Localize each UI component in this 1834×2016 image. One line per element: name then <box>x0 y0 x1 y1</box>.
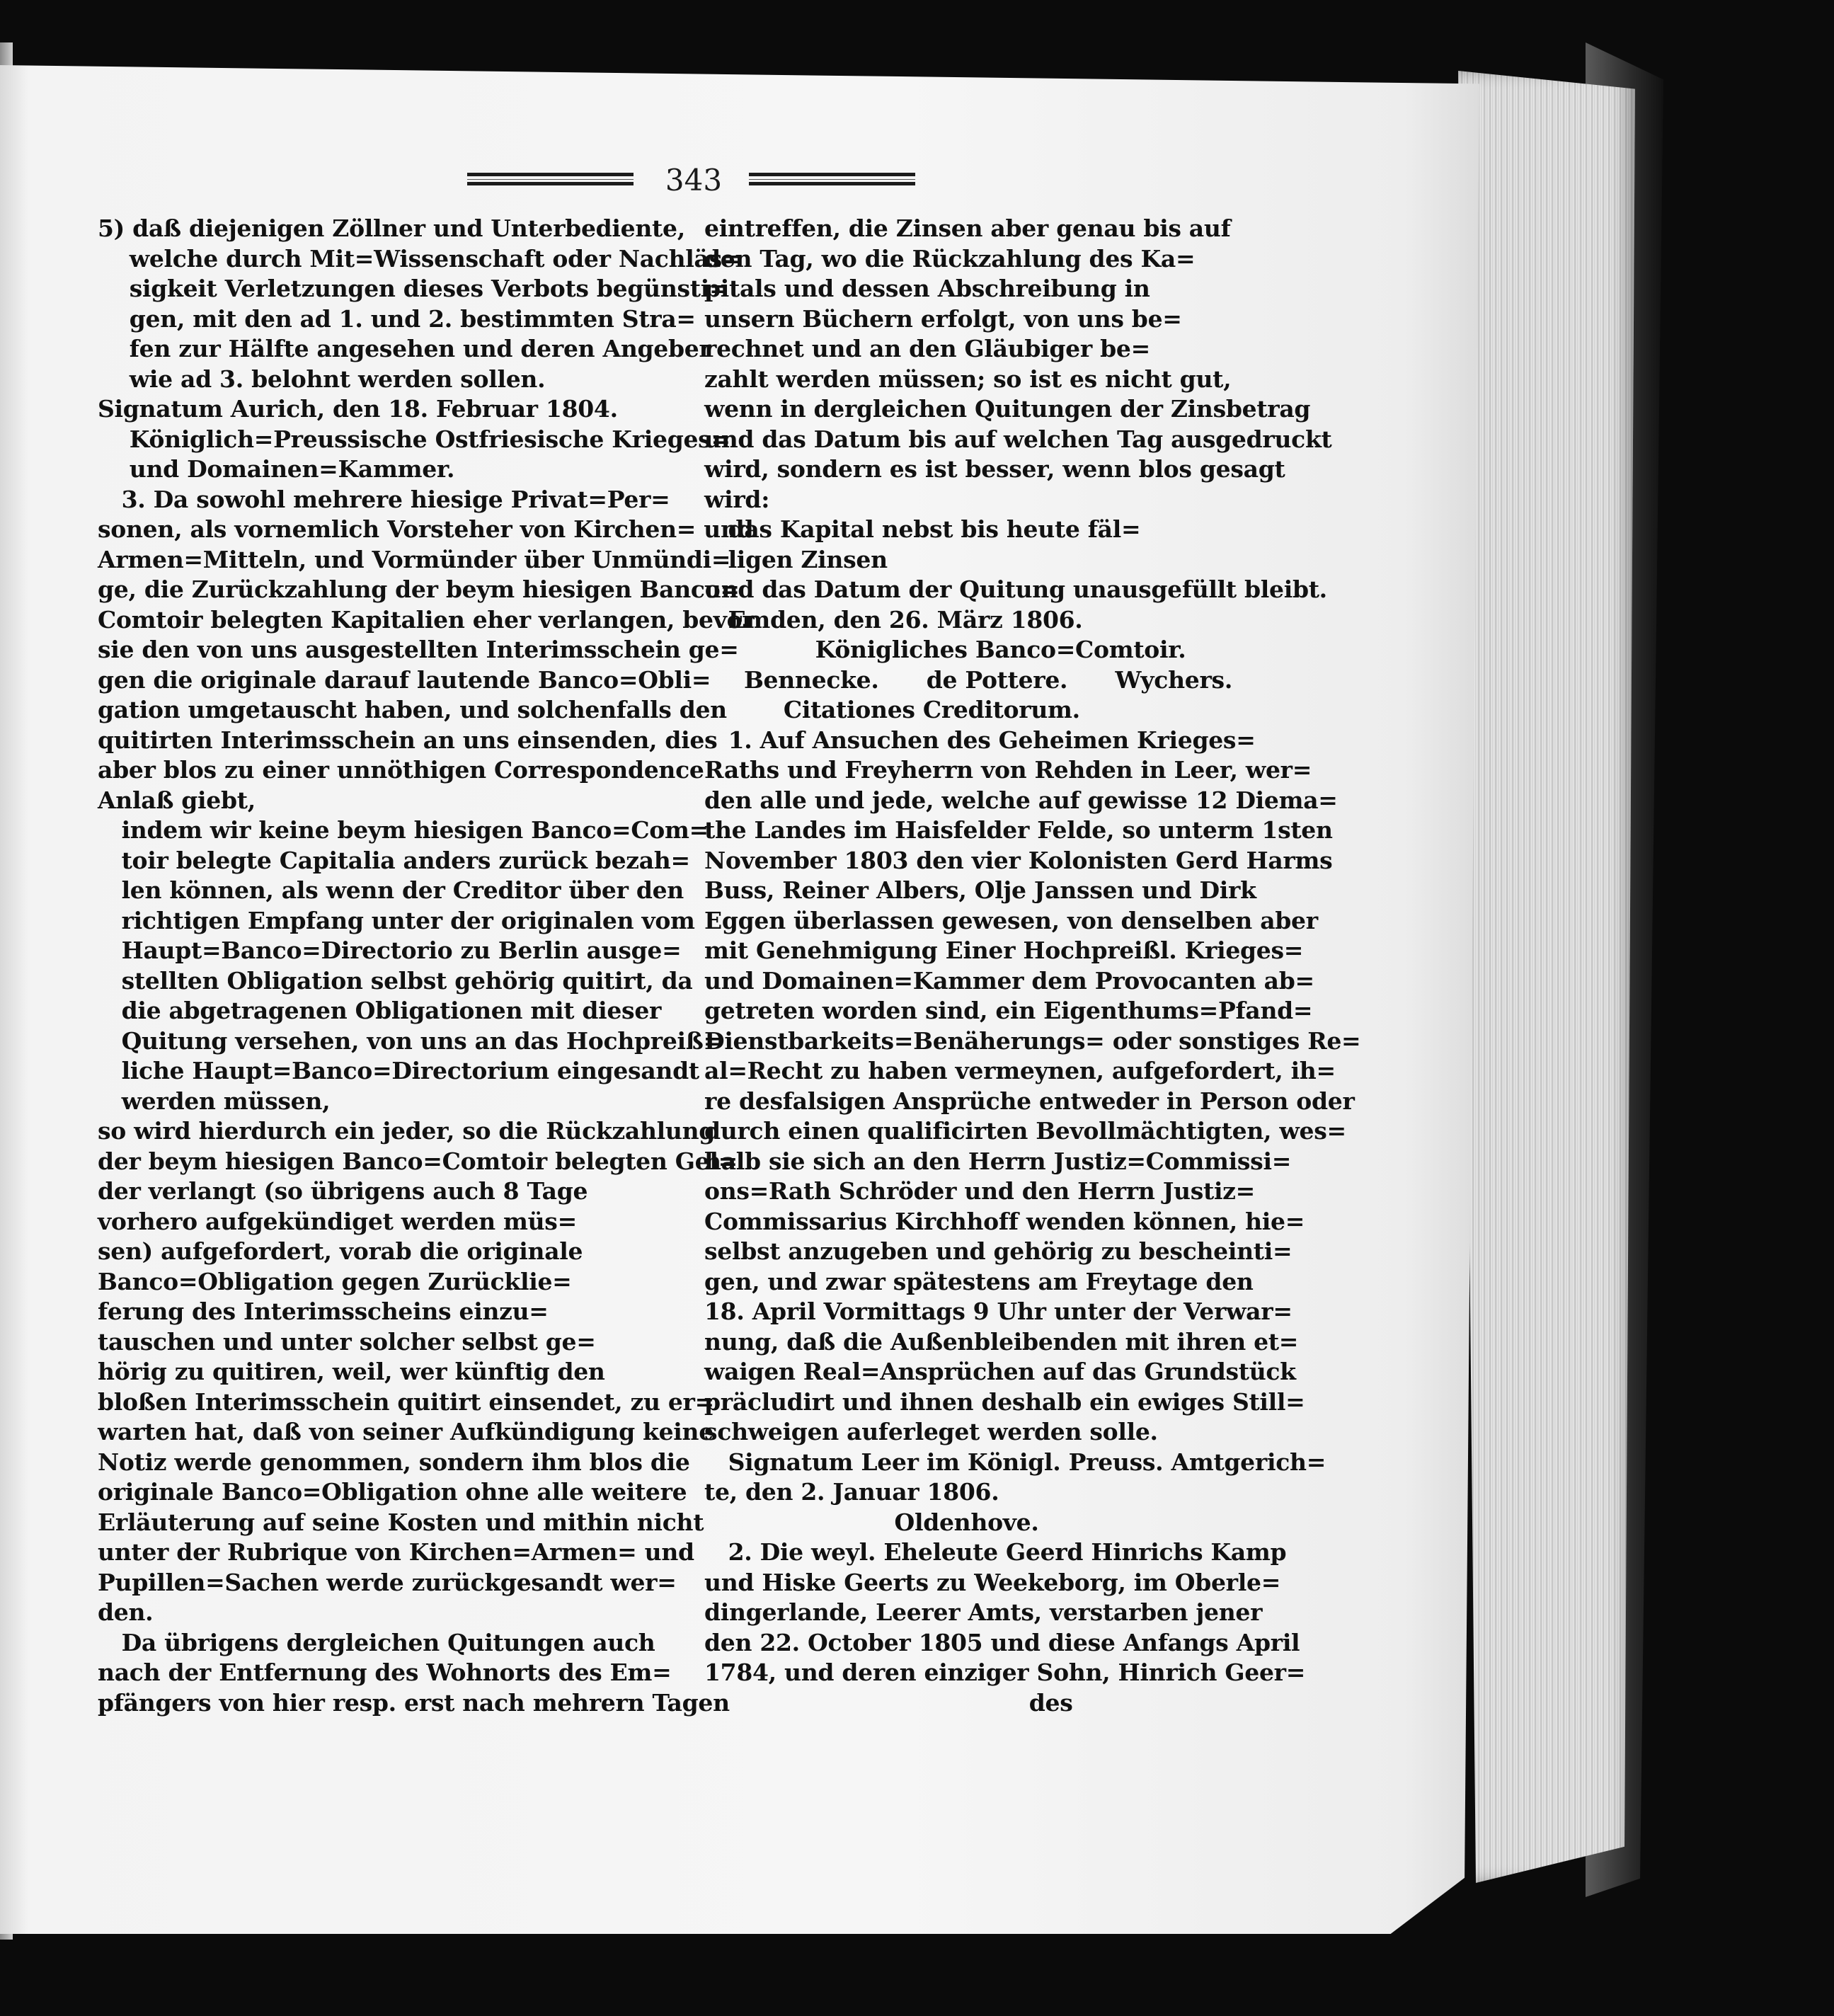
text-line: Dienstbarkeits=Benäherungs= oder sonstiges Re= <box>704 1026 1361 1055</box>
text-line: Comtoir belegten Kapitalien eher verlangen, bevor <box>98 605 755 634</box>
text-line: Armen=Mitteln, und Vormünder über Unmündi= <box>98 545 731 573</box>
left-text-column <box>98 214 755 1718</box>
header-rule-left <box>467 173 634 185</box>
text-line: eintreffen, die Zinsen aber genau bis auf <box>704 214 1231 242</box>
text-line: der verlangt (so übrigens auch 8 Tage <box>98 1177 588 1205</box>
text-line: Königliches Banco=Comtoir. <box>704 636 1186 663</box>
text-line: vorhero aufgekündiget werden müs= <box>98 1207 577 1235</box>
text-line: sonen, als vornemlich Vorsteher von Kirchen= und <box>98 515 754 543</box>
text-line: 1784, und deren einziger Sohn, Hinrich Geer= <box>704 1659 1306 1686</box>
text-line: pfängers von hier resp. erst nach mehrern Tagen <box>98 1688 730 1717</box>
text-line: al=Recht zu haben vermeynen, aufgefordert, ih= <box>704 1057 1336 1084</box>
text-line: Buss, Reiner Albers, Olje Janssen und Dirk <box>704 876 1256 904</box>
text-line: pitals und dessen Abschreibung in <box>704 275 1150 302</box>
text-line: und das Datum bis auf welchen Tag ausgedruckt <box>704 425 1332 453</box>
text-line: Königlich=Preussische Ostfriesische Krieges= <box>98 425 730 453</box>
text-line: stellten Obligation selbst gehörig quitirt, da <box>98 966 693 995</box>
text-line: sigkeit Verletzungen dieses Verbots begünsti= <box>98 275 729 302</box>
text-line: wird, sondern es ist besser, wenn blos gesagt <box>704 455 1285 483</box>
text-line: fen zur Hälfte angesehen und deren Angeber <box>98 335 711 362</box>
text-line: und Domainen=Kammer. <box>98 455 455 483</box>
text-line: wie ad 3. belohnt werden sollen. <box>98 365 546 393</box>
text-line: zahlt werden müssen; so ist es nicht gut, <box>704 365 1232 393</box>
text-line: den Tag, wo die Rückzahlung des Ka= <box>704 244 1196 273</box>
text-line: nung, daß die Außenbleibenden mit ihren et= <box>704 1327 1299 1356</box>
text-line: Emden, den 26. März 1806. <box>704 605 1083 634</box>
text-line: durch einen qualificirten Bevollmächtigten, wes= <box>704 1117 1346 1145</box>
text-line: ferung des Interimsscheins einzu= <box>98 1298 549 1325</box>
page-header <box>467 163 920 205</box>
text-line: Anlaß giebt, <box>98 786 256 814</box>
text-line: den. <box>98 1598 154 1626</box>
text-line: 3. Da sowohl mehrere hiesige Privat=Per= <box>98 485 670 513</box>
text-line: Oldenhove. <box>704 1508 1039 1536</box>
text-line: indem wir keine beym hiesigen Banco=Com= <box>98 816 709 844</box>
text-line: originale Banco=Obligation ohne alle weitere <box>98 1478 687 1506</box>
text-line: quitirten Interimsschein an uns einsenden, dies <box>98 726 718 754</box>
text-line: Commissarius Kirchhoff wenden können, hie= <box>704 1207 1305 1235</box>
text-line: 1. Auf Ansuchen des Geheimen Krieges= <box>704 726 1256 754</box>
text-line: so wird hierdurch ein jeder, so die Rückzahlung <box>98 1117 716 1145</box>
text-line: gen die originale darauf lautende Banco=Obli= <box>98 665 711 694</box>
text-line: sie den von uns ausgestellten Interimsschein ge= <box>98 636 739 663</box>
page-number: 343 <box>665 163 723 197</box>
text-line: tauschen und unter solcher selbst ge= <box>98 1327 596 1356</box>
text-line: schweigen auferleget werden solle. <box>704 1418 1158 1445</box>
text-line: 2. Die weyl. Eheleute Geerd Hinrichs Kamp <box>704 1538 1287 1566</box>
text-line: Quitung versehen, von uns an das Hochpreiß= <box>98 1026 723 1055</box>
text-line: Da übrigens dergleichen Quitungen auch <box>98 1628 655 1656</box>
text-line: the Landes im Haisfelder Felde, so unterm 1sten <box>704 816 1333 844</box>
text-line: gen, mit den ad 1. und 2. bestimmten Stra= <box>98 304 696 333</box>
text-line: den alle und jede, welche auf gewisse 12 Diema= <box>704 786 1338 814</box>
text-line: aber blos zu einer unnöthigen Correspondence <box>98 756 704 784</box>
text-line: das Kapital nebst bis heute fäl= <box>704 515 1141 543</box>
text-line: des <box>704 1688 1073 1717</box>
text-line: Raths und Freyherrn von Rehden in Leer, wer= <box>704 756 1312 784</box>
text-line: Notiz werde genommen, sondern ihm blos die <box>98 1448 690 1476</box>
text-line: welche durch Mit=Wissenschaft oder Nachläs= <box>98 244 742 273</box>
text-line: getreten worden sind, ein Eigenthums=Pfand= <box>704 997 1313 1024</box>
text-line: und Domainen=Kammer dem Provocanten ab= <box>704 966 1314 995</box>
text-line: Bennecke. de Pottere. Wychers. <box>704 665 1233 694</box>
text-line: toir belegte Capitalia anders zurück bezah= <box>98 846 690 874</box>
text-line: und das Datum der Quitung unausgefüllt bleibt. <box>704 575 1327 603</box>
text-line: und Hiske Geerts zu Weekeborg, im Oberle= <box>704 1568 1281 1596</box>
text-line: halb sie sich an den Herrn Justiz=Commissi= <box>704 1147 1292 1175</box>
text-line: mit Genehmigung Einer Hochpreißl. Krieges= <box>704 937 1304 964</box>
text-line: waigen Real=Ansprüchen auf das Grundstück <box>704 1358 1296 1385</box>
text-line: 5) daß diejenigen Zöllner und Unterbediente, <box>98 214 685 242</box>
text-line: selbst anzugeben und gehörig zu bescheinti= <box>704 1237 1293 1265</box>
text-line: 18. April Vormittags 9 Uhr unter der Verwar= <box>704 1298 1293 1325</box>
text-line: nach der Entfernung des Wohnorts des Em= <box>98 1659 672 1686</box>
text-line: den 22. October 1805 und diese Anfangs April <box>704 1628 1300 1656</box>
text-line: bloßen Interimsschein quitirt einsendet, zu er= <box>98 1387 714 1416</box>
text-line: ligen Zinsen <box>704 545 888 573</box>
text-line: unter der Rubrique von Kirchen=Armen= und <box>98 1538 694 1566</box>
text-line: wird: <box>704 485 770 513</box>
text-line: hörig zu quitiren, weil, wer künftig den <box>98 1358 605 1385</box>
text-line: Erläuterung auf seine Kosten und mithin nicht <box>98 1508 704 1536</box>
text-line: Signatum Aurich, den 18. Februar 1804. <box>98 395 618 423</box>
text-line: Haupt=Banco=Directorio zu Berlin ausge= <box>98 937 682 964</box>
text-line: präcludirt und ihnen deshalb ein ewiges Still= <box>704 1387 1305 1416</box>
text-line: die abgetragenen Obligationen mit dieser <box>98 997 662 1024</box>
text-line: gation umgetauscht haben, und solchenfalls den <box>98 696 727 723</box>
text-line: dingerlande, Leerer Amts, verstarben jener <box>704 1598 1263 1626</box>
text-line: ons=Rath Schröder und den Herrn Justiz= <box>704 1177 1255 1205</box>
text-line: Eggen überlassen gewesen, von denselben aber <box>704 906 1318 934</box>
header-rule-right <box>749 173 915 185</box>
text-line: warten hat, daß von seiner Aufkündigung keine <box>98 1418 713 1445</box>
page-edge-stack <box>1458 71 1635 1883</box>
text-line: len können, als wenn der Creditor über den <box>98 876 684 904</box>
text-line: der beym hiesigen Banco=Comtoir belegten Gel= <box>98 1147 738 1175</box>
text-line: werden müssen, <box>98 1087 331 1115</box>
text-line: Citationes Creditorum. <box>704 696 1080 723</box>
text-line: sen) aufgefordert, vorab die originale <box>98 1237 583 1265</box>
text-line: Signatum Leer im Königl. Preuss. Amtgerich= <box>704 1448 1326 1476</box>
text-line: gen, und zwar spätestens am Freytage den <box>704 1267 1254 1295</box>
text-line: ge, die Zurückzahlung der beym hiesigen Banco= <box>98 575 740 603</box>
right-text-column <box>704 214 1361 1718</box>
text-line: liche Haupt=Banco=Directorium eingesandt <box>98 1057 699 1084</box>
text-line: te, den 2. Januar 1806. <box>704 1478 999 1506</box>
text-line: Pupillen=Sachen werde zurückgesandt wer= <box>98 1568 677 1596</box>
text-line: rechnet und an den Gläubiger be= <box>704 335 1150 362</box>
text-line: unsern Büchern erfolgt, von uns be= <box>704 304 1182 333</box>
text-line: November 1803 den vier Kolonisten Gerd Harms <box>704 846 1333 874</box>
text-line: richtigen Empfang unter der originalen vom <box>98 906 695 934</box>
text-line: wenn in dergleichen Quitungen der Zinsbetrag <box>704 395 1311 423</box>
text-line: re desfalsigen Ansprüche entweder in Person oder <box>704 1087 1355 1115</box>
text-line: Banco=Obligation gegen Zurücklie= <box>98 1267 572 1295</box>
